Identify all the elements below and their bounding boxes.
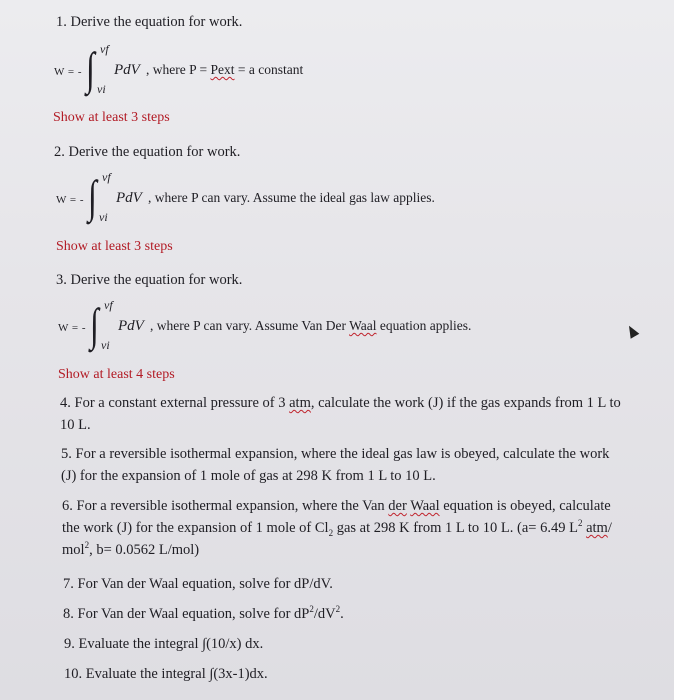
q3-waal-spell: Waal [349, 318, 377, 333]
q9-text: 9. Evaluate the integral ∫(10/x) dx. [64, 636, 264, 652]
q3-upper-limit: vf [104, 298, 113, 312]
q1-title: 1. Derive the equation for work. [56, 14, 243, 30]
q2-steps-note: Show at least 3 steps [56, 239, 173, 254]
mouse-cursor-icon [625, 323, 640, 338]
q4-line1: 4. For a constant external pressure of 3 atm, calculate the work (J) if the gas expands from 1 L to [60, 395, 621, 411]
q2-condition: , where P can vary. Assume the ideal gas law applies. [148, 190, 435, 205]
q3-title: 3. Derive the equation for work. [56, 272, 243, 288]
q2-lower-limit: vi [99, 210, 108, 224]
integral-sign-icon: ∫ [88, 171, 97, 222]
q2-equation [56, 170, 476, 236]
q6-atm-spell: atm [586, 520, 608, 536]
q10-text: 10. Evaluate the integral ∫(3x-1)dx. [64, 666, 268, 682]
q1-integrand: PdV [114, 62, 140, 78]
q1-steps-note: Show at least 3 steps [53, 110, 170, 125]
q2-integrand: PdV [116, 190, 142, 206]
integral-sign-icon: ∫ [86, 43, 95, 94]
q1-upper-limit: vf [100, 42, 109, 56]
q7-text: 7. For Van der Waal equation, solve for dP/dV. [63, 576, 333, 592]
q6-waal-spell: Waal [410, 498, 440, 514]
q6-der-spell: der [388, 498, 407, 514]
q2-w-label: W = - [56, 194, 85, 206]
q1-pext-spell: Pext [210, 62, 235, 77]
q8-text: 8. For Van der Waal equation, solve for $dP^2/dV^2$. [63, 604, 344, 622]
q3-condition: , where P can vary. Assume Van Der Waal equation applies. [150, 318, 472, 333]
q3-steps-note: Show at least 4 steps [58, 367, 175, 382]
q4-atm-spell: atm [289, 395, 311, 411]
q3-equation [58, 298, 498, 364]
q6-line1: 6. For a reversible isothermal expansion, where the Van der Waal equation is obeyed, calculate [62, 498, 611, 514]
q3-integrand: PdV [118, 318, 144, 334]
q5-line2: (J) for the expansion of 1 mole of gas at 298 K from 1 L to 10 L. [61, 468, 436, 484]
q4-line2: 10 L. [60, 417, 91, 433]
q2-title: 2. Derive the equation for work. [54, 144, 241, 160]
q1-equation [54, 42, 414, 108]
q1-lower-limit: vi [97, 82, 106, 96]
q3-lower-limit: vi [101, 338, 110, 352]
q6-line3: mol$^2$, b= 0.0562 L/mol) [62, 540, 200, 558]
q5-line1: 5. For a reversible isothermal expansion, where the ideal gas law is obeyed, calculate the work [61, 446, 610, 462]
q1-condition: , where P = Pext = a constant [146, 62, 304, 77]
q3-w-label: W = - [58, 322, 87, 334]
q2-upper-limit: vf [102, 170, 111, 184]
q6-line2: the work (J) for the expansion of 1 mole of $Cl_2$ gas at 298 K from 1 L to 10 L. (a= 6.49 $L^2$ atm/ [62, 518, 612, 538]
integral-sign-icon: ∫ [90, 299, 99, 350]
q1-w-label: W = - [54, 66, 83, 78]
